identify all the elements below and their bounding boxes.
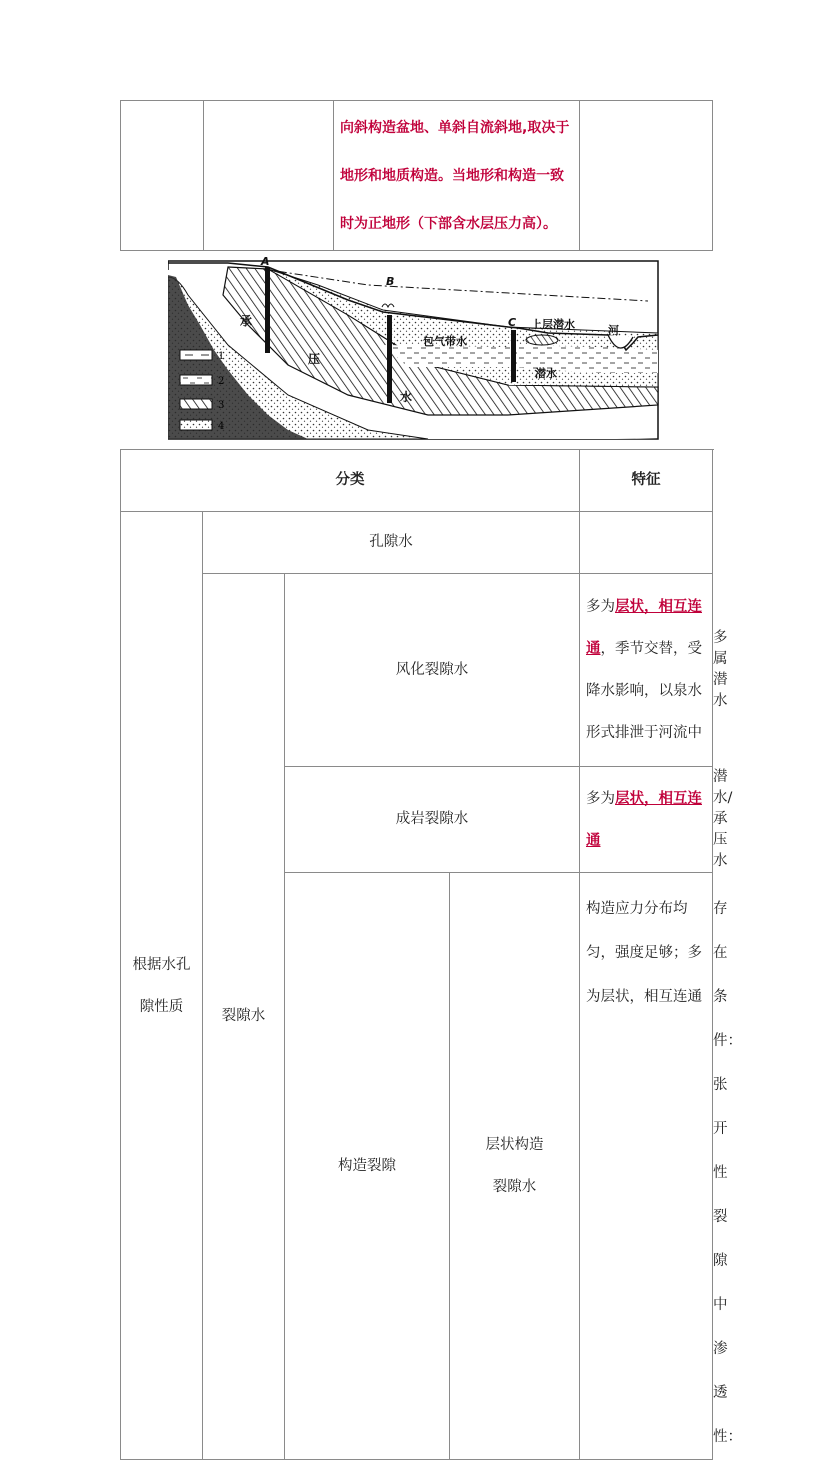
top-text-line-3: 时为正地形（下部含水层压力高）。: [340, 215, 557, 232]
table-row: [121, 512, 713, 574]
top-table-cell-1: [121, 101, 204, 251]
feat-line-3: 为层状，相互连通: [586, 989, 702, 1005]
feat-text: ，季节交替，受: [600, 641, 702, 657]
top-table: [120, 100, 713, 251]
feat-highlight: 层状，相互连: [615, 790, 702, 807]
table-row: 成岩裂隙水 多为层状，相互连 通 潜水/承压水: [121, 767, 713, 873]
legend-label-3: 3: [218, 400, 225, 411]
subtype-line-1: 层状构造: [485, 1137, 544, 1153]
feat-highlight: 通: [586, 641, 601, 657]
tectonic-subtype: [450, 873, 580, 1460]
header-feature: 特征: [580, 450, 713, 512]
legend-label-2: 2: [218, 376, 225, 387]
label-a: A: [261, 255, 270, 268]
feat-prefix: 多为: [586, 790, 615, 807]
well-a: [265, 267, 270, 353]
diagenetic-name: 成岩裂隙水: [285, 767, 580, 873]
pore-water-cell: 孔隙水: [203, 512, 580, 574]
label-cheng: 承: [240, 314, 253, 328]
tectonic-feature: [580, 873, 713, 1460]
pore-water-feature: [580, 512, 713, 574]
label-phreatic-water: 潜水: [535, 367, 557, 380]
table-row: 构造裂隙 层状构造 裂隙水 构造应力分布均 匀，强度足够；多 为层状，相互连通 存在条件： 张开性裂隙中 渗透性：: [121, 873, 713, 1460]
group-line-2: 隙性质: [139, 998, 184, 1015]
label-ya: 压: [308, 352, 321, 366]
diagenetic-feature: [580, 767, 713, 873]
feat-text: 降水影响，以泉水: [586, 683, 702, 699]
weathering-feature: [580, 574, 713, 767]
tectonic-name: 构造裂隙: [285, 873, 450, 1460]
weathering-name: 风化裂隙水: [285, 574, 580, 767]
top-text-line-1: 向斜构造盆地、单斜自流斜地,取决于: [340, 119, 570, 136]
header-row: [121, 450, 713, 512]
label-aerated-zone-water: 包气带水: [423, 335, 467, 348]
feat-line-1: 构造应力分布均: [586, 901, 688, 917]
top-table-cell-4: [580, 101, 713, 251]
legend-label-4: 4: [218, 421, 225, 432]
table-row: 裂隙水 风化裂隙水 多为层状，相互连 通，季节交替，受 降水影响，以泉水 形式排泄于河流中 多属潜水: [121, 574, 713, 767]
top-text-line-2: 地形和地质构造。当地形和构造一致: [340, 167, 564, 184]
label-c: C: [508, 316, 517, 329]
group-cell: [121, 512, 203, 1460]
feat-line-2: 匀，强度足够；多: [586, 945, 702, 961]
feat-text: 形式排泄于河流中: [586, 725, 702, 741]
feat-prefix: 多为: [586, 599, 615, 615]
top-table-cell-3: [334, 101, 580, 251]
label-perched-water: 上层潜水: [531, 318, 575, 331]
header-classification: 分类: [121, 450, 580, 512]
legend-label-1: 1: [218, 351, 225, 362]
groundwater-diagram: [168, 255, 660, 441]
label-shui: 水: [400, 390, 413, 404]
label-b: B: [386, 275, 395, 288]
label-river: 河: [608, 324, 619, 337]
top-table-cell-2: [204, 101, 334, 251]
group-line-1: 根据水孔: [132, 956, 191, 973]
feat-highlight: 层状，相互连: [615, 599, 702, 615]
subtype-line-2: 裂隙水: [492, 1179, 537, 1195]
fissure-water-cell: 裂隙水: [203, 574, 285, 1460]
well-c: [511, 330, 516, 382]
classification-table: [120, 449, 742, 1460]
feat-highlight: 通: [586, 832, 601, 849]
well-b: [387, 315, 392, 403]
